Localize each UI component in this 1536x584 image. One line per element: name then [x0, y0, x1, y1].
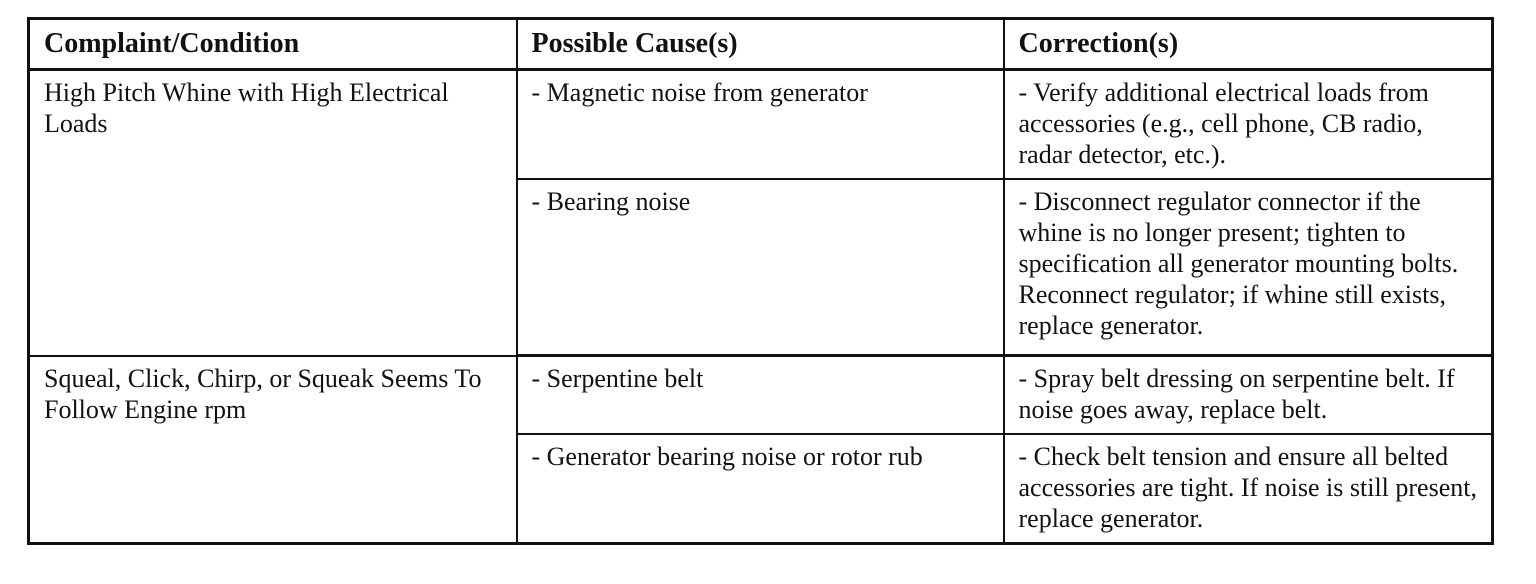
header-corrections: Correction(s) [1004, 19, 1493, 70]
table-row [29, 356, 1493, 435]
complaint-cell: Squeal, Click, Chirp, or Squeak Seems To Follow Engine rpm [29, 356, 517, 544]
correction-cell: - Spray belt dressing on serpentine belt. If noise goes away, replace belt. [1004, 356, 1493, 435]
header-complaint-condition: Complaint/Condition [29, 19, 517, 70]
correction-cell: - Check belt tension and ensure all belted accessories are tight. If noise is still present, replace generator. [1004, 434, 1493, 544]
correction-cell: - Disconnect regulator connector if the whine is no longer present; tighten to specification all generator mounting bolts. Reconnect regulator; if whine still exists, replace generator. [1004, 179, 1493, 356]
table-header-row [29, 19, 1493, 70]
cause-cell: - Magnetic noise from generator [517, 70, 1004, 180]
complaint-cell: High Pitch Whine with High Electrical Loads [29, 70, 517, 356]
diagnosis-table-container [27, 17, 1491, 545]
cause-cell: - Serpentine belt [517, 356, 1004, 435]
header-possible-causes: Possible Cause(s) [517, 19, 1004, 70]
correction-cell: - Verify additional electrical loads from accessories (e.g., cell phone, CB radio, radar detector, etc.). [1004, 70, 1493, 180]
cause-cell: - Generator bearing noise or rotor rub [517, 434, 1004, 544]
table-row [29, 70, 1493, 180]
cause-cell: - Bearing noise [517, 179, 1004, 356]
diagnosis-table [27, 17, 1494, 545]
